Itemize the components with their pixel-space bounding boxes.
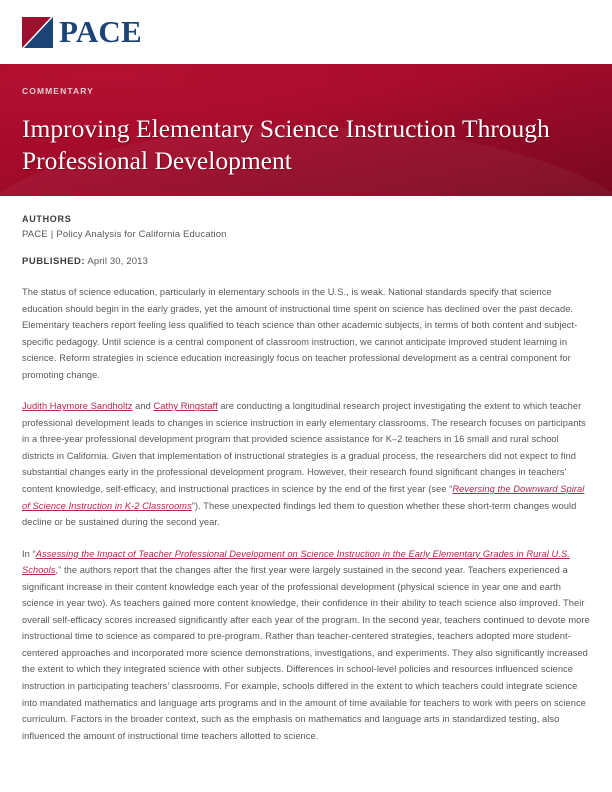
page-title: Improving Elementary Science Instruction Through Professional Development	[22, 114, 550, 176]
para-1	[22, 284, 590, 383]
pace-diagonal-mark-icon	[22, 17, 53, 48]
author-org-full: Policy Analysis for California Education	[56, 229, 227, 240]
published-label: PUBLISHED:	[22, 256, 86, 267]
pace-logo[interactable]	[22, 13, 142, 49]
body-text: ”). These unexpected findings led them to question whether these short-term changes would decline or be sustained during the second year.	[22, 500, 577, 528]
body-text: and	[132, 401, 154, 412]
authors-label: AUTHORS	[22, 214, 72, 224]
title-banner	[0, 64, 612, 196]
pace-wordmark: PACE	[59, 13, 142, 49]
body-link[interactable]: Assessing the Impact of Teacher Professional Development on Science Instruction in the Early Elementary Grades in Rural U.S. Schools	[22, 548, 570, 576]
logo-area	[0, 0, 612, 64]
author-separator: |	[50, 229, 54, 240]
body-text: are conducting a longitudinal research project investigating the extent to which teacher professional development leads to changes in science instruction in early elementary classrooms. The research focuses on participants in a three-year professional development program that provided science assistance for K–2 teachers in 16 small and rural school districts in California. Given that implementation of instructional strategies is a gradual process, the researchers did not expect to find substantial changes early in the professional development program. However, their research found significant changes in teachers’ content knowledge, self-efficacy, and instructional practices in science by the end of the first year (see “	[22, 401, 586, 495]
body-link[interactable]: Reversing the Downward Spiral of Science Instruction in K-2 Classrooms	[22, 484, 585, 511]
authors-value	[22, 229, 590, 240]
content-type-kicker: COMMENTARY	[22, 86, 94, 96]
para-3	[22, 546, 590, 745]
author-org-abbrev: PACE	[22, 229, 48, 240]
para-2	[22, 398, 590, 530]
body-link[interactable]: Cathy Ringstaff	[153, 401, 218, 412]
body-text: The status of science education, particularly in elementary schools in the U.S., is weak. National standards specify that science education should begin in the early grades, yet the amount of instructional time spent on science has declined over the past decade. Elementary teachers report feeling less qualified to teach science than other academic subjects, in terms of both content and subject-specific pedagogy. Until science is a central component of classroom instruction, we cannot anticipate improved student learning in science. Reform strategies in science education increasingly focus on teacher professional development as a central component for promoting change.	[22, 287, 578, 380]
published-line	[22, 256, 590, 267]
paragraph-container	[22, 284, 590, 744]
document-body	[0, 196, 612, 744]
body-link[interactable]: Judith Haymore Sandholtz	[22, 401, 133, 412]
body-text: In “	[22, 548, 36, 559]
body-text: ,” the authors report that the changes after the first year were largely sustained in the second year. Teachers experienced a significant increase in their content knowledge each year of the professional development (physical science in year one and earth science in year two). As teachers gained more content knowledge, their confidence in their ability to teach science also improved. Their overall self-efficacy scores increased significantly after each year of the program. In the second year, teachers continued to devote more instructional time to science as compared to pre-program. Rather than teacher-centered strategies, teachers adopted more student-centered approaches and incorporated more science demonstrations, investigations, and experiments. They also significantly increased the extent to which they integrated science with other subjects. Differences in school-level policies and resources influenced science instruction in participating teachers’ classrooms. For example, schools differed in the extent to which teachers could integrate science into mandated mathematics and language arts programs and in the amount of time available for teachers to work with peers on science curriculum. Factors in the broader context, such as the emphasis on mathematics and language arts in standardized testing, also influenced the amount of instructional time teachers allotted to science.	[22, 565, 590, 741]
published-date: April 30, 2013	[87, 256, 149, 267]
